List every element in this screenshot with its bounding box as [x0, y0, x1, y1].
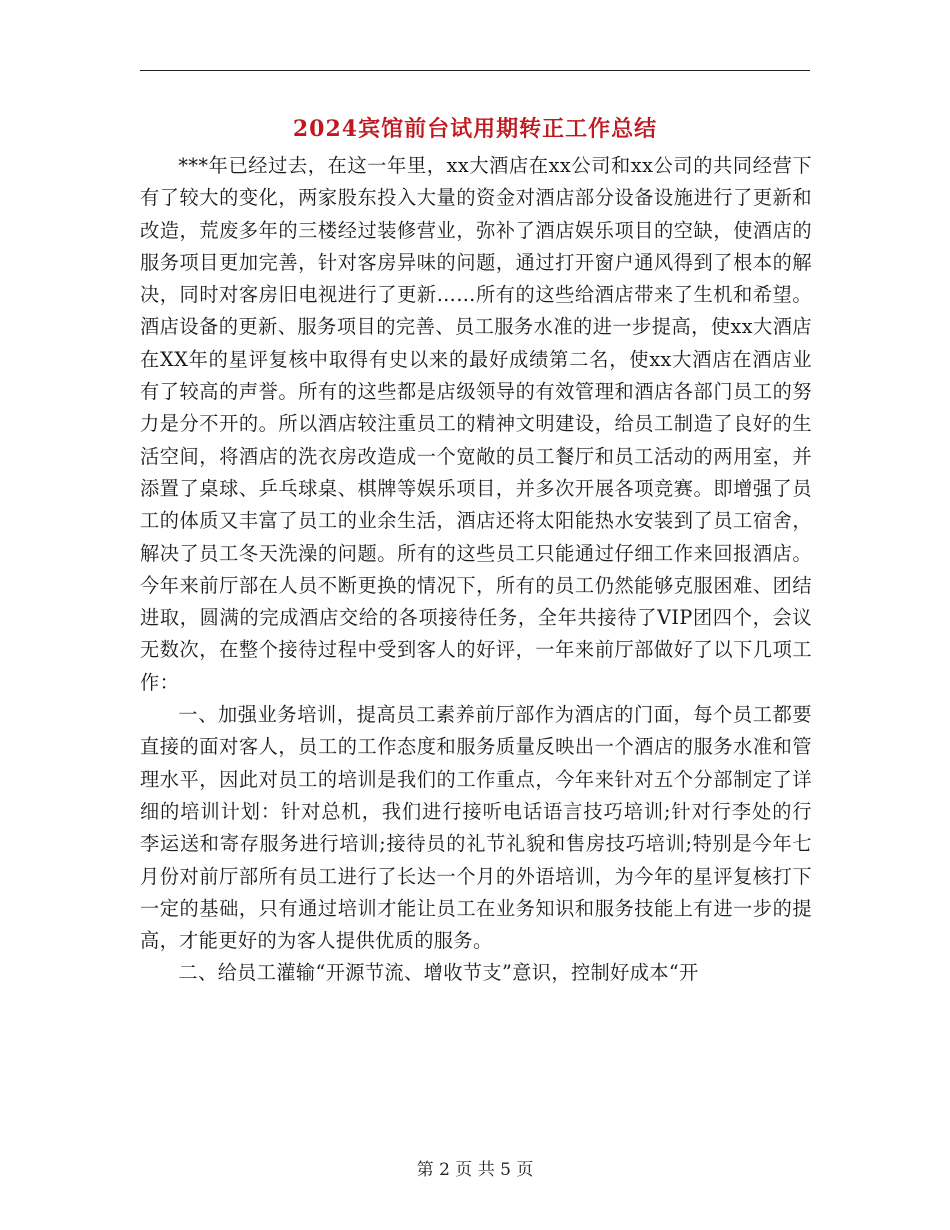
page-number-footer: 第 2 页 共 5 页	[416, 1160, 534, 1180]
document-body	[140, 150, 812, 990]
paragraph-section-2: 二、给员工灌输“开源节流、增收节支”意识，控制好成本“开	[178, 961, 699, 985]
paragraph-section-1: 一、加强业务培训，提高员工素养前厅部作为酒店的门面，每个员工都要直接的面对客人，员工的工作态度和服务质量反映出一个酒店的服务水准和管理水平，因此对员工的培训是我们的工作重点，今年来针对五个分部制定了详细的培训计划：针对总机，我们进行接听电话语言技巧培训;针对行李处的行李运送和寄存服务进行培训;接待员的礼节礼貌和售房技巧培训;特别是今年七月份对前厅部所有员工进行了长达一个月的外语培训，为今年的星评复核打下一定的基础，只有通过培训才能让员工在业务知识和服务技能上有进一步的提高，才能更好的为客人提供优质的服务。	[140, 703, 812, 953]
document-title: 2024宾馆前台试用期转正工作总结	[292, 116, 658, 142]
header-rule	[140, 70, 810, 71]
paragraph-intro: ***年已经过去，在这一年里，xx大酒店在xx公司和xx公司的共同经营下有了较大的变化，两家股东投入大量的资金对酒店部分设备设施进行了更新和改造，荒废多年的三楼经过装修营业，弥补了酒店娱乐项目的空缺，使酒店的服务项目更加完善，针对客房异味的问题，通过打开窗户通风得到了根本的解决，同时对客房旧电视进行了更新……所有的这些给酒店带来了生机和希望。酒店设备的更新、服务项目的完善、员工服务水准的进一步提高，使xx大酒店在XX年的星评复核中取得有史以来的最好成绩第二名，使xx大酒店在酒店业有了较高的声誉。所有的这些都是店级领导的有效管理和酒店各部门员工的努力是分不开的。所以酒店较注重员工的精神文明建设，给员工制造了良好的生活空间，将酒店的洗衣房改造成一个宽敞的员工餐厅和员工活动的两用室，并添置了桌球、乒乓球桌、棋牌等娱乐项目，并多次开展各项竞赛。即增强了员工的体质又丰富了员工的业余生活，酒店还将太阳能热水安装到了员工宿舍，解决了员工冬天洗澡的问题。所有的这些员工只能通过仔细工作来回报酒店。今年来前厅部在人员不断更换的情况下，所有的员工仍然能够克服困难、团结进取，圆满的完成酒店交给的各项接待任务，全年共接待了VIP团四个，会议无数次，在整个接待过程中受到客人的好评，一年来前厅部做好了以下几项工作：	[140, 154, 812, 694]
